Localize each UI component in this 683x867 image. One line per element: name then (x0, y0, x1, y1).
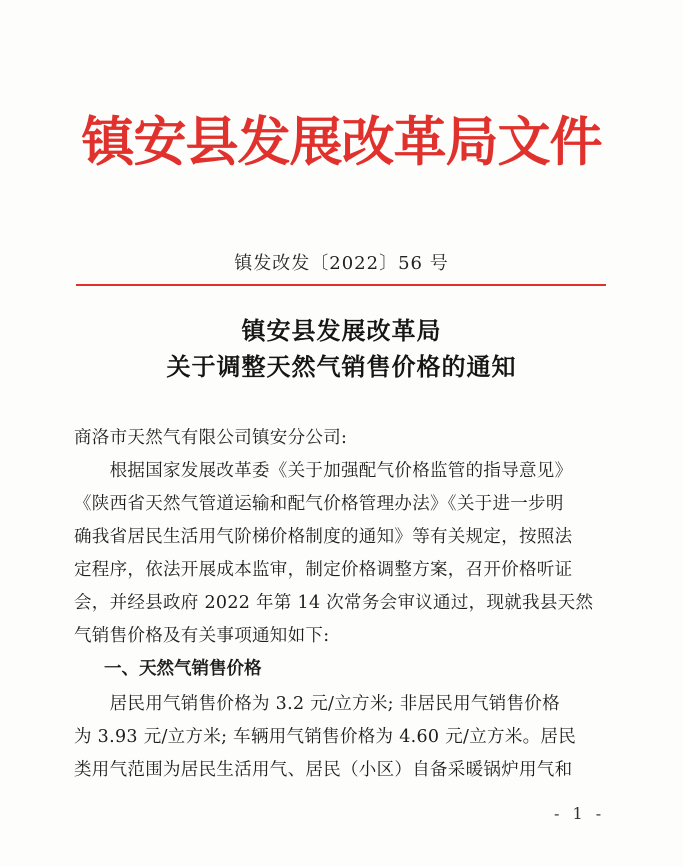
issuing-authority-header: 镇安县发展改革局文件 (81, 111, 602, 173)
paragraph-1-line-2: 《陕西省天然气管道运输和配气价格管理办法》《关于进一步明 (74, 494, 564, 514)
red-separator-line (76, 284, 606, 286)
paragraph-1-line-4: 定程序，依法开展成本监审，制定价格调整方案，召开价格听证 (74, 560, 573, 580)
paragraph-1-line-6: 气销售价格及有关事项通知如下: (74, 626, 330, 646)
paragraph-2-line-3: 类用气范围为居民生活用气、居民（小区）自备采暖锅炉用气和 (74, 760, 573, 780)
section-1-heading: 一、天然气销售价格 (104, 659, 262, 679)
paragraph-1-line-5: 会，并经县政府 2022 年第 14 次常务会审议通过，现就我县天然 (74, 593, 594, 613)
recipient-line: 商洛市天然气有限公司镇安分公司: (74, 428, 348, 448)
document-number: 镇发改发〔2022〕56 号 (234, 253, 449, 274)
paragraph-2-line-2: 为 3.93 元/立方米; 车辆用气销售价格为 4.60 元/立方米。居民 (74, 727, 577, 747)
paragraph-1-line-3: 确我省居民生活用气阶梯价格制度的通知》等有关规定，按照法 (74, 527, 573, 547)
paragraph-2-line-1: 居民用气销售价格为 3.2 元/立方米; 非居民用气销售价格 (74, 694, 560, 714)
notice-title-line-1: 镇安县发展改革局 (241, 316, 442, 345)
page-number: - 1 - (554, 804, 606, 823)
notice-title-line-2: 关于调整天然气销售价格的通知 (166, 352, 517, 381)
paragraph-1-line-1: 根据国家发展改革委《关于加强配气价格监管的指导意见》 (74, 461, 573, 481)
